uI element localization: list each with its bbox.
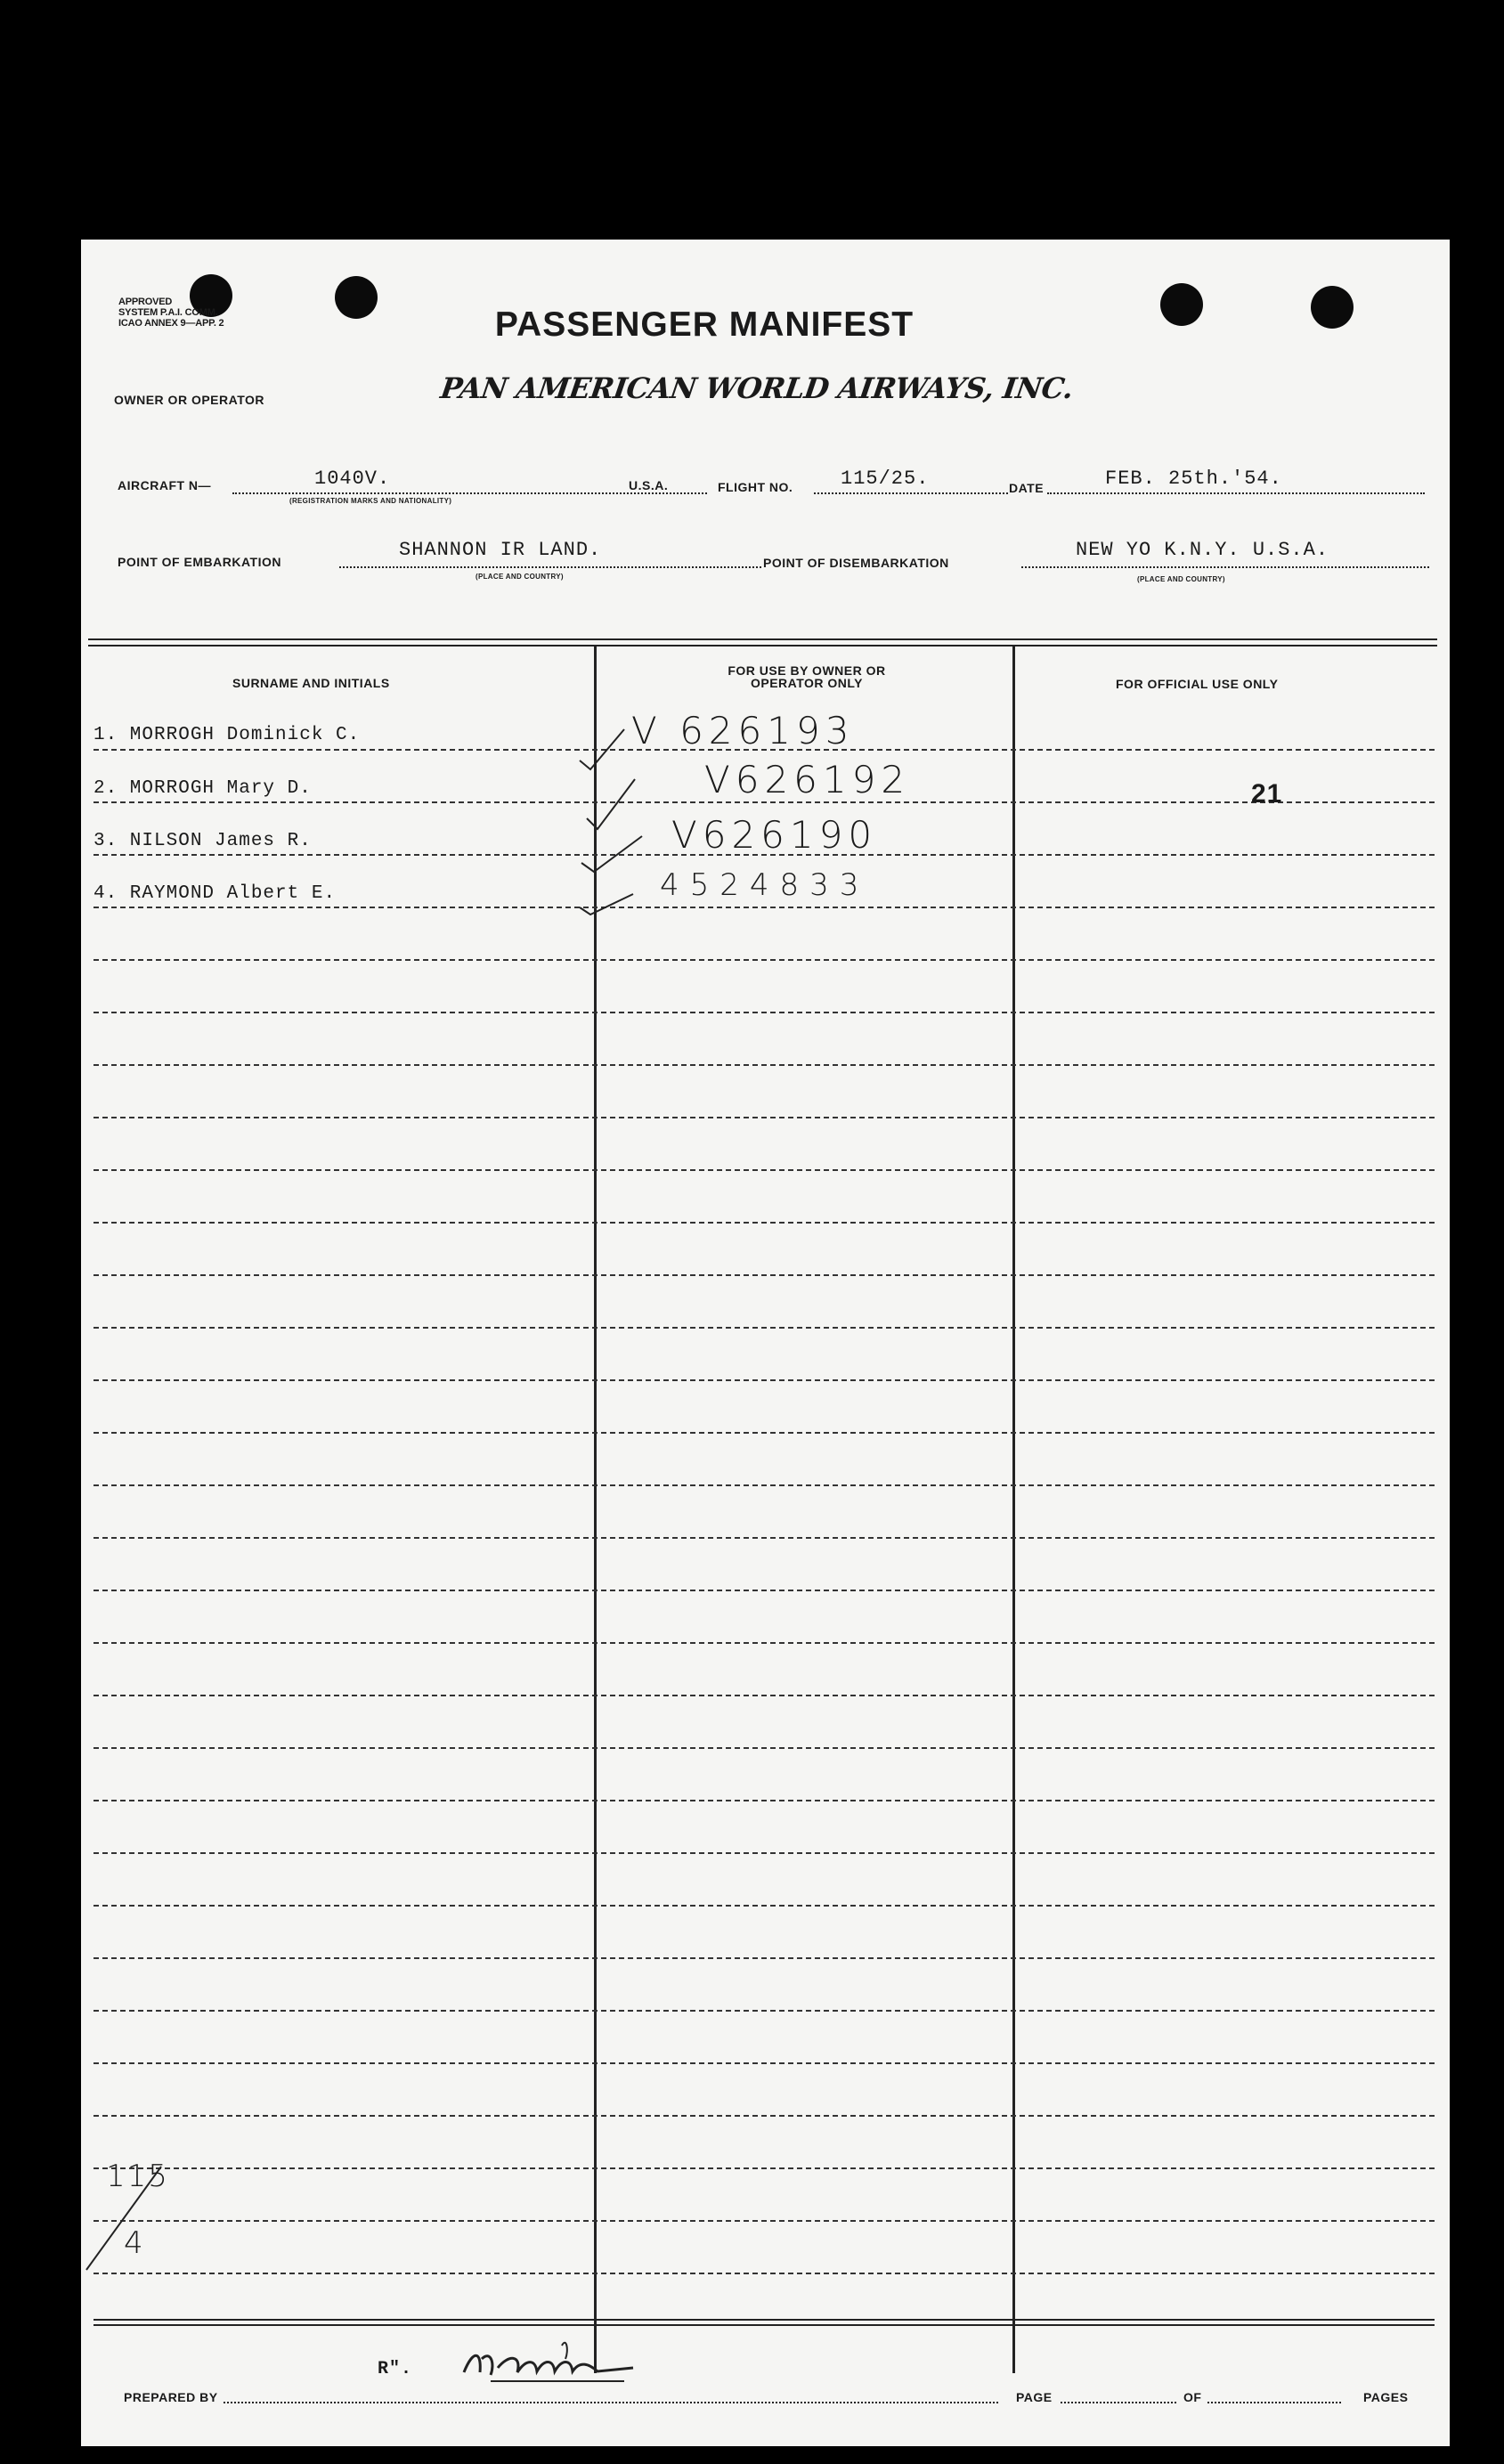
official-note-2: 21 (1251, 779, 1283, 809)
table-row-line (93, 1379, 1435, 1381)
flight-value: 115/25. (841, 468, 930, 490)
table-row-line (93, 1800, 1435, 1801)
table-row-line (93, 1012, 1435, 1013)
usa-label: U.S.A. (629, 478, 669, 492)
approval-stamp: APPROVED SYSTEM P.A.I. COMM. ICAO ANNEX 9—APP. 2 (118, 297, 224, 329)
table-row-line (93, 1432, 1435, 1434)
table-row-line (93, 1327, 1435, 1329)
passenger-name-2: 2. MORROGH Mary D. (93, 778, 312, 799)
margin-note-top: 115 (106, 2159, 169, 2194)
embarkation-line (339, 566, 761, 568)
of-label: OF (1183, 2390, 1202, 2404)
embarkation-caption: (PLACE AND COUNTRY) (476, 573, 564, 581)
table-bottom-rule (93, 2319, 1435, 2321)
operator-name: PAN AMERICAN WORLD AIRWAYS, INC. (438, 371, 1076, 405)
table-row-line (93, 1905, 1435, 1907)
table-row-line (93, 1695, 1435, 1696)
table-row-line (93, 1484, 1435, 1486)
owner-note-1: V 626193 (631, 709, 855, 752)
owner-note-4: 4524833 (660, 867, 870, 903)
pages-label: PAGES (1363, 2390, 1409, 2404)
disembarkation-value: NEW YO K.N.Y. U.S.A. (1076, 539, 1329, 561)
owner-note-3: V626190 (671, 813, 878, 857)
date-label: DATE (1009, 481, 1045, 495)
table-row-line (93, 2115, 1435, 2117)
official-use-header: FOR OFFICIAL USE ONLY (1116, 677, 1279, 691)
passenger-name-3: 3. NILSON James R. (93, 831, 312, 851)
page-line (1061, 2402, 1176, 2403)
aircraft-label: AIRCRAFT N— (118, 478, 212, 492)
table-row-line (93, 1537, 1435, 1539)
table-row-line (93, 2167, 1435, 2169)
table-row-line (93, 1117, 1435, 1118)
table-row-line (93, 1747, 1435, 1749)
table-row-line (93, 1274, 1435, 1276)
surname-header: SURNAME AND INITIALS (232, 676, 390, 690)
embarkation-value: SHANNON IR LAND. (399, 539, 602, 561)
table-row-line (93, 1064, 1435, 1066)
table-row-line (93, 1642, 1435, 1644)
table-top-rule-2 (88, 645, 1437, 646)
date-value: FEB. 25th.'54. (1105, 468, 1282, 490)
disembarkation-caption: (PLACE AND COUNTRY) (1137, 575, 1225, 583)
table-row-line (93, 2062, 1435, 2064)
of-line (1207, 2402, 1341, 2403)
passenger-name-4: 4. RAYMOND Albert E. (93, 883, 337, 904)
table-row-line (93, 1957, 1435, 1959)
disembarkation-line (1021, 566, 1429, 568)
passenger-name-1: 1. MORROGH Dominick C. (93, 725, 361, 745)
table-row-line (93, 2010, 1435, 2012)
owner-note-2: V626192 (704, 758, 911, 801)
prepared-by-line (224, 2402, 998, 2403)
table-row-line (93, 959, 1435, 961)
checkmark-icon (571, 720, 678, 925)
owner-use-header: FOR USE BY OWNER OR OPERATOR ONLY (728, 663, 886, 690)
manifest-form (81, 240, 1450, 2446)
table-row-line (93, 1590, 1435, 1591)
date-line (1047, 492, 1425, 494)
flight-line (814, 492, 1008, 494)
embarkation-label: POINT OF EMBARKATION (118, 555, 281, 569)
prepared-prefix: R". (378, 2359, 413, 2379)
margin-note-bottom: 4 (124, 2225, 149, 2261)
column-divider-2 (1012, 646, 1015, 2373)
aircraft-line (232, 492, 707, 494)
table-row-line (93, 2273, 1435, 2274)
registration-caption: (REGISTRATION MARKS AND NATIONALITY) (289, 497, 452, 505)
table-row-line (93, 2220, 1435, 2222)
table-bottom-rule-2 (93, 2324, 1435, 2326)
aircraft-value: 1040V. (314, 468, 391, 490)
table-row-line (93, 1169, 1435, 1171)
signature-icon (455, 2332, 669, 2395)
table-row-line (93, 801, 1435, 803)
prepared-by-label: PREPARED BY (124, 2390, 218, 2404)
disembarkation-label: POINT OF DISEMBARKATION (763, 556, 949, 570)
table-top-rule (88, 638, 1437, 640)
owner-label: OWNER OR OPERATOR (114, 393, 264, 407)
flight-label: FLIGHT NO. (718, 480, 793, 494)
table-row-line (93, 907, 1435, 908)
page-label: PAGE (1016, 2390, 1053, 2404)
table-row-line (93, 1852, 1435, 1854)
form-title: PASSENGER MANIFEST (494, 305, 915, 344)
table-row-line (93, 1222, 1435, 1224)
